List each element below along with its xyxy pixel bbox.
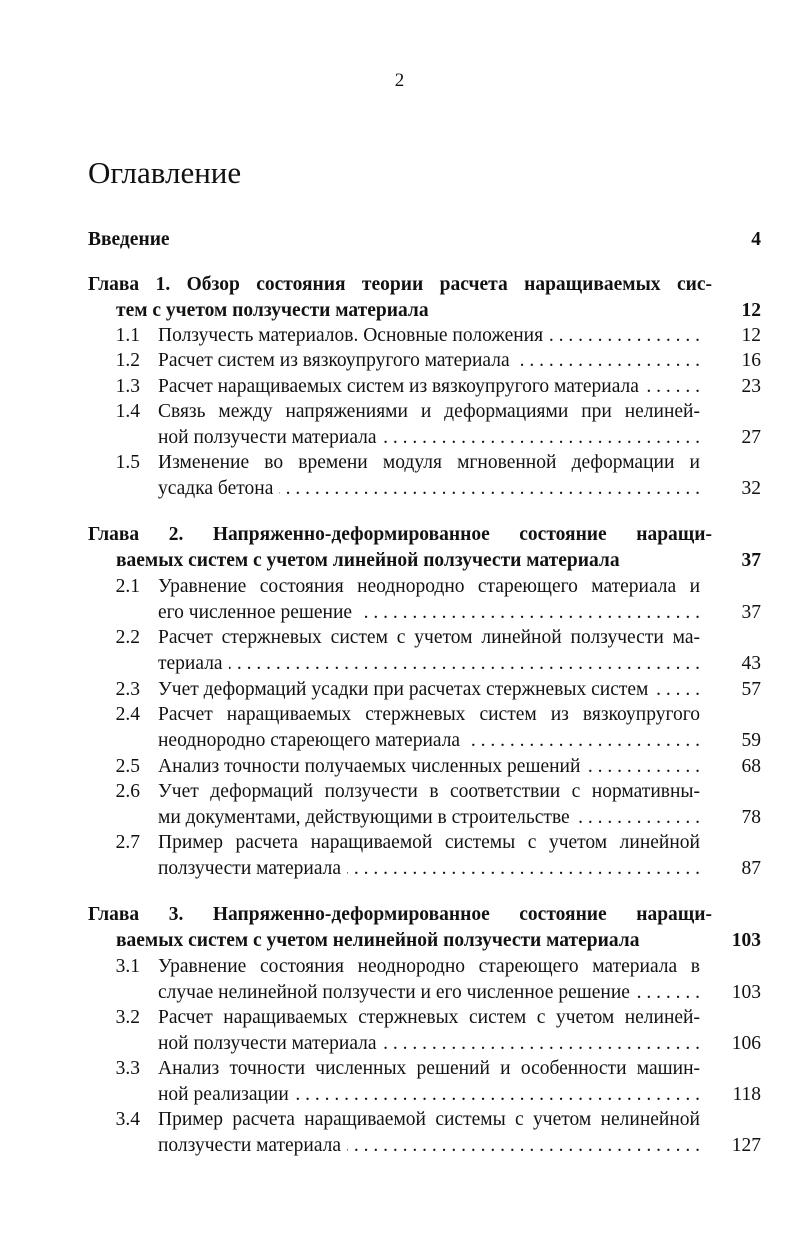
entry-title-line: Расчет наращиваемых систем из вязкоупругого материала — [158, 376, 639, 397]
entry-title-line: Глава 1. Обзор состояния теории расчета наращиваемых сис- — [88, 274, 712, 295]
entry-title-line: ми документами, действующими в строительстве — [158, 806, 570, 828]
page-reference: 37 — [741, 601, 761, 623]
page-reference: 37 — [741, 549, 761, 571]
page-reference: 59 — [741, 729, 761, 751]
entry-title-line: Уравнение состояния неоднородно стареющего материала в — [158, 956, 700, 977]
section-number: 1.4 — [115, 401, 140, 422]
entry-title-line: ползучести материала — [158, 857, 342, 879]
section-number: 3.2 — [115, 1007, 140, 1028]
entry-title-line: Анализ точности численных решений и особенности машин- — [158, 1058, 700, 1079]
section-number: 2.5 — [115, 756, 140, 777]
dot-leader — [586, 754, 700, 780]
section-number: 1.2 — [115, 350, 140, 371]
entry-title-line: Пример расчета наращиваемой системы с учетом нелинейной — [158, 1109, 700, 1130]
toc-section-entry[interactable] — [0, 1005, 799, 1056]
dot-leader — [383, 1031, 700, 1057]
dot-leader — [383, 425, 700, 451]
section-number: 1.5 — [115, 452, 140, 473]
toc-section-entry[interactable] — [0, 399, 799, 450]
entry-title-line: Учет деформаций усадки при расчетах стержневых систем — [158, 679, 649, 700]
dot-leader — [576, 805, 700, 831]
section-number: 2.2 — [115, 627, 140, 648]
toc-section-entry[interactable] — [0, 450, 799, 501]
page-reference: 87 — [741, 857, 761, 879]
dot-leader — [636, 980, 700, 1006]
page-reference: 57 — [741, 679, 761, 700]
entry-title-line: Изменение во времени модуля мгновенной деформации и — [158, 452, 700, 473]
entry-title-line: Анализ точности получаемых численных решений — [158, 756, 581, 777]
toc-section-entry[interactable] — [0, 830, 799, 881]
page-reference: 43 — [741, 652, 761, 674]
entry-title-line: тем с учетом ползучести материала — [116, 299, 429, 321]
entry-title-line: Учет деформаций ползучести в соответствии с нормативны- — [158, 781, 700, 802]
page-reference: 127 — [731, 1134, 761, 1156]
toc-section-entry[interactable] — [0, 323, 799, 349]
section-number: 3.1 — [115, 956, 140, 977]
toc-intro-entry[interactable] — [0, 227, 799, 253]
page-reference: 27 — [741, 426, 761, 448]
entry-title-line: ваемых систем с учетом линейной ползучести материала — [116, 549, 620, 571]
dot-leader — [549, 323, 700, 349]
page-reference: 16 — [741, 350, 761, 371]
section-number: 3.4 — [115, 1109, 140, 1130]
toc-chapter-entry[interactable] — [0, 902, 799, 953]
toc-section-entry[interactable] — [0, 677, 799, 703]
page-reference: 78 — [741, 806, 761, 828]
entry-title-line: Пример расчета наращиваемой системы с учетом линейной — [158, 832, 700, 853]
page-reference: 106 — [731, 1032, 761, 1054]
page-reference: 12 — [741, 299, 761, 321]
toc-section-entry[interactable] — [0, 348, 799, 374]
dot-leader — [466, 728, 700, 754]
page-reference: 32 — [741, 477, 761, 499]
page-number: 2 — [394, 70, 405, 91]
entry-title-line: ваемых систем с учетом нелинейной ползучести материала — [116, 929, 640, 951]
page-reference: 68 — [741, 756, 761, 777]
entry-title-line: неоднородно стареющего материала — [158, 729, 461, 751]
entry-title-line: Уравнение состояния неоднородно стареющего материала и — [158, 576, 700, 597]
entry-title-line: его численное решение — [158, 601, 353, 623]
entry-title-line: усадка бетона — [158, 477, 274, 499]
page-reference: 103 — [731, 929, 761, 951]
page-reference: 12 — [741, 325, 761, 346]
page-reference: 103 — [731, 981, 761, 1003]
toc-section-entry[interactable] — [0, 574, 799, 625]
toc-section-entry[interactable] — [0, 954, 799, 1005]
toc-section-entry[interactable] — [0, 374, 799, 400]
dot-leader — [229, 651, 700, 677]
section-number: 1.3 — [115, 376, 140, 397]
dot-leader — [279, 476, 700, 502]
entry-title-line: Связь между напряжениями и деформациями при нелиней- — [158, 401, 700, 422]
section-number: 3.3 — [115, 1058, 140, 1079]
entry-title-line: териала — [158, 652, 223, 674]
toc-section-entry[interactable] — [0, 625, 799, 676]
entry-title-line: Расчет наращиваемых стержневых систем с учетом нелиней- — [158, 1007, 700, 1028]
dot-leader — [516, 348, 700, 374]
dot-leader — [654, 677, 700, 703]
toc-section-entry[interactable] — [0, 754, 799, 780]
section-number: 2.3 — [115, 679, 140, 700]
entry-title-line: ной ползучести материала — [158, 426, 377, 448]
dot-leader — [295, 1082, 700, 1108]
entry-title-line: Глава 3. Напряженно-деформированное состояние наращи- — [88, 904, 712, 925]
section-number: 2.1 — [115, 576, 140, 597]
toc-chapter-entry[interactable] — [0, 272, 799, 323]
toc-section-entry[interactable] — [0, 779, 799, 830]
dot-leader — [645, 374, 700, 400]
entry-title-line: случае нелинейной ползучести и его численное решение — [158, 981, 630, 1003]
entry-title-line: Расчет наращиваемых стержневых систем из вязкоупругого — [158, 704, 700, 725]
dot-leader — [347, 856, 700, 882]
page-reference: 118 — [732, 1083, 761, 1105]
entry-title-line: Ползучесть материалов. Основные положения — [158, 325, 544, 346]
toc-heading: Оглавление — [88, 155, 242, 190]
toc-chapter-entry[interactable] — [0, 522, 799, 573]
section-number: 1.1 — [115, 325, 140, 346]
page-reference: 4 — [751, 229, 761, 250]
section-number: 2.7 — [115, 832, 140, 853]
entry-title-line: ной ползучести материала — [158, 1032, 377, 1054]
section-number: 2.4 — [115, 704, 140, 725]
entry-title-line: Введение — [88, 229, 170, 250]
entry-title-line: Глава 2. Напряженно-деформированное состояние наращи- — [88, 524, 712, 545]
dot-leader — [358, 600, 700, 626]
entry-title-line: ной реализации — [158, 1083, 289, 1105]
toc-section-entry[interactable] — [0, 1107, 799, 1158]
entry-title-line: ползучести материала — [158, 1134, 342, 1156]
page-reference: 23 — [741, 376, 761, 397]
entry-title-line: Расчет стержневых систем с учетом линейной ползучести ма- — [158, 627, 700, 648]
dot-leader — [347, 1133, 700, 1159]
entry-title-line: Расчет систем из вязкоупругого материала — [158, 350, 510, 371]
section-number: 2.6 — [115, 781, 140, 802]
toc-section-entry[interactable] — [0, 702, 799, 753]
toc-section-entry[interactable] — [0, 1056, 799, 1107]
